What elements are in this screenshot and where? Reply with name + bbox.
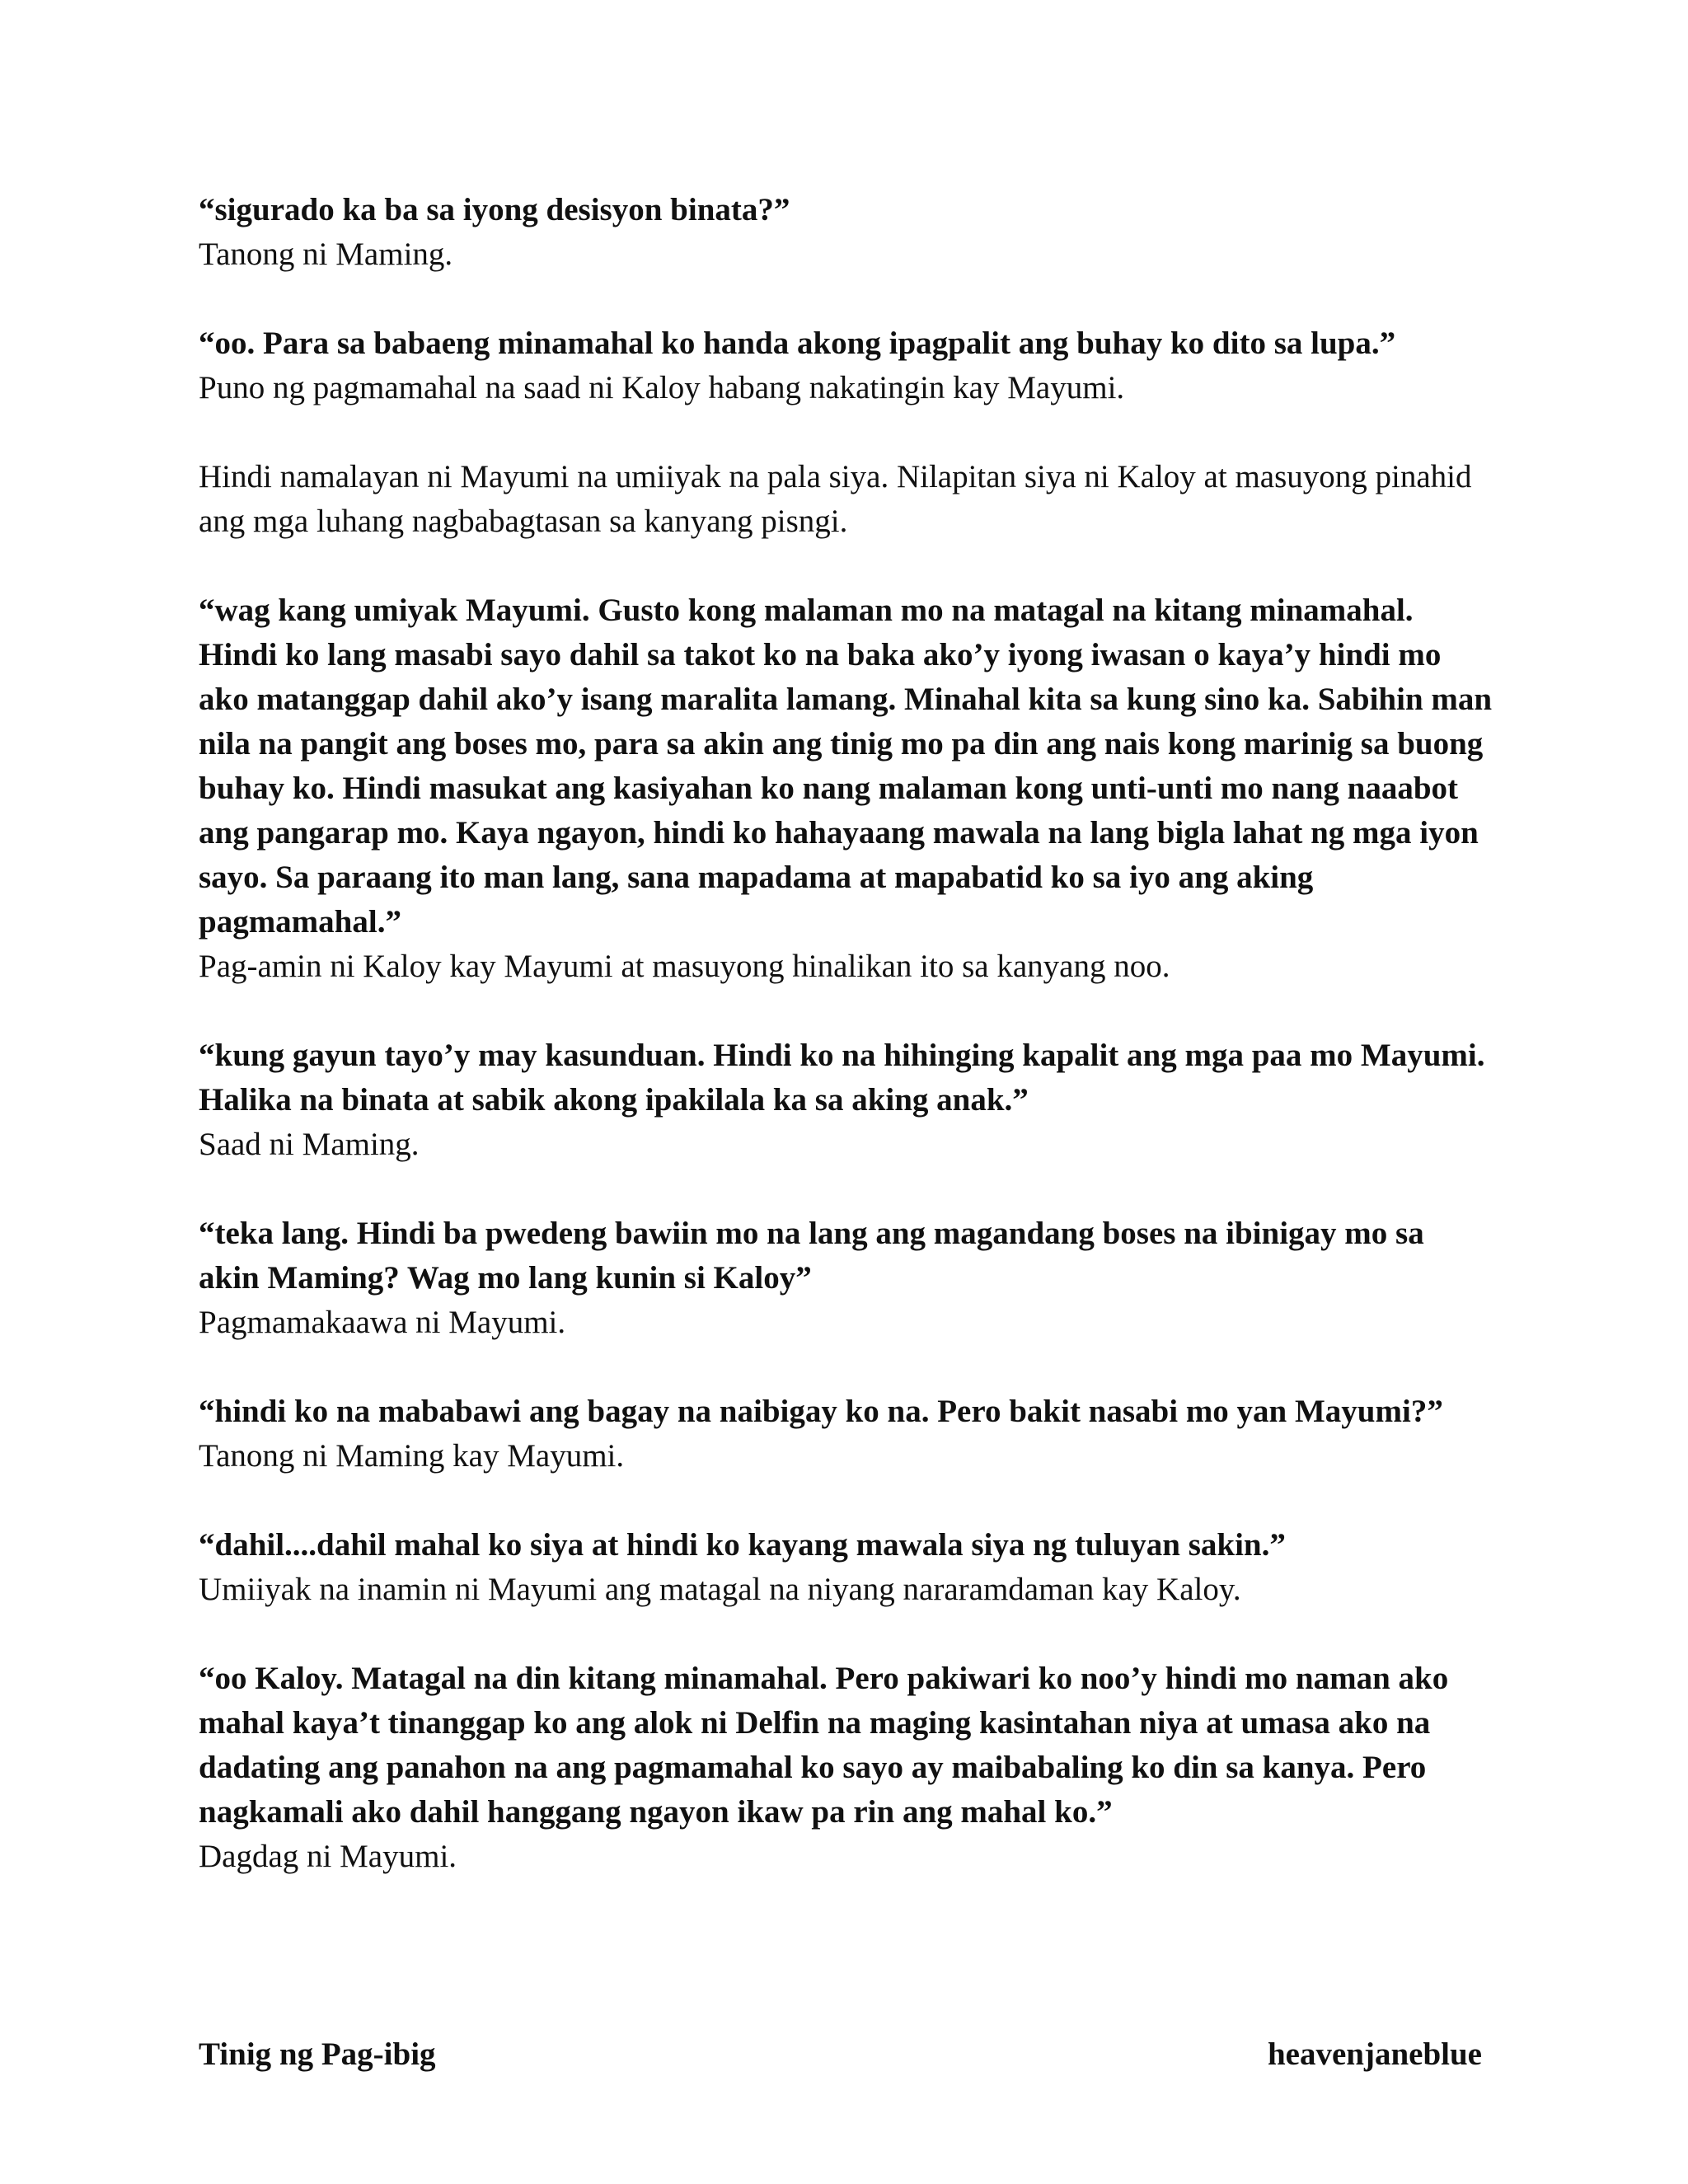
story-block-6 — [199, 1212, 1493, 1345]
story-block-5 — [199, 1033, 1493, 1167]
narration-text: Tanong ni Maming kay Mayumi. — [199, 1438, 625, 1474]
dialogue-text: “hindi ko na mababawi ang bagay na naibigay ko na. Pero bakit nasabi mo yan Mayumi?” — [199, 1394, 1443, 1429]
story-block-8 — [199, 1523, 1493, 1612]
story-block-4 — [199, 588, 1493, 989]
narration-text: Tanong ni Maming. — [199, 237, 453, 272]
narration-text: Dagdag ni Mayumi. — [199, 1839, 457, 1874]
story-block-7 — [199, 1390, 1493, 1479]
story-block-2 — [199, 321, 1493, 410]
story-block-9 — [199, 1657, 1493, 1879]
dialogue-text: “dahil....dahil mahal ko siya at hindi ko kayang mawala siya ng tuluyan sakin.” — [199, 1527, 1286, 1563]
story-title: Tinig ng Pag-ibig — [199, 2036, 436, 2072]
dialogue-text: “kung gayun tayo’y may kasunduan. Hindi ko na hihinging kapalit ang mga paa mo Mayumi. Halika na binata at sabik akong ipakilala ka sa aking anak.” — [199, 1038, 1485, 1118]
narration-text: Umiiyak na inamin ni Mayumi ang matagal na niyang nararamdaman kay Kaloy. — [199, 1572, 1241, 1607]
story-block-3 — [199, 455, 1493, 544]
dialogue-text: “wag kang umiyak Mayumi. Gusto kong malaman mo na matagal na kitang minamahal. Hindi ko lang masabi sayo dahil sa takot ko na baka ako’y iyong iwasan o kaya’y hindi mo ako matanggap dahil ako’y isang maralita lamang. Minahal kita sa kung sino ka. Sabihin man nila na pangit ang boses mo, para sa akin ang tinig mo pa din ang nais kong marinig sa buong buhay ko. Hindi masukat ang kasiyahan ko nang malaman kong unti-unti mo nang naaabot ang pangarap mo. Kaya ngayon, hindi ko hahayaang mawala na lang bigla lahat ng mga iyon sayo. Sa paraang ito man lang, sana mapadama at mapabatid ko sa iyo ang aking pagmamahal.” — [199, 593, 1493, 940]
dialogue-text: “oo Kaloy. Matagal na din kitang minamahal. Pero pakiwari ko noo’y hindi mo naman ako mahal kaya’t tinanggap ko ang alok ni Delfin na maging kasintahan niya at umasa ako na dadating ang panahon na ang pagmamahal ko sayo ay maibabaling ko din sa kanya. Pero nagkamali ako dahil hanggang ngayon ikaw pa rin ang mahal ko.” — [199, 1661, 1449, 1830]
dialogue-text: “oo. Para sa babaeng minamahal ko handa akong ipagpalit ang buhay ko dito sa lupa.” — [199, 326, 1396, 361]
dialogue-text: “teka lang. Hindi ba pwedeng bawiin mo na lang ang magandang boses na ibinigay mo sa akin Maming? Wag mo lang kunin si Kaloy” — [199, 1216, 1424, 1296]
dialogue-text: “sigurado ka ba sa iyong desisyon binata?” — [199, 192, 790, 227]
story-block-1 — [199, 188, 1493, 277]
author-name: heavenjaneblue — [1267, 2036, 1482, 2072]
page-footer — [199, 2032, 1482, 2077]
narration-text: Puno ng pagmamahal na saad ni Kaloy habang nakatingin kay Mayumi. — [199, 370, 1125, 405]
narration-text: Saad ni Maming. — [199, 1127, 420, 1162]
narration-text: Hindi namalayan ni Mayumi na umiiyak na pala siya. Nilapitan siya ni Kaloy at masuyong pinahid ang mga luhang nagbabagtasan sa kanyang pisngi. — [199, 459, 1472, 539]
story-page — [199, 188, 1493, 1924]
narration-text: Pag-amin ni Kaloy kay Mayumi at masuyong hinalikan ito sa kanyang noo. — [199, 949, 1170, 984]
narration-text: Pagmamakaawa ni Mayumi. — [199, 1305, 566, 1340]
